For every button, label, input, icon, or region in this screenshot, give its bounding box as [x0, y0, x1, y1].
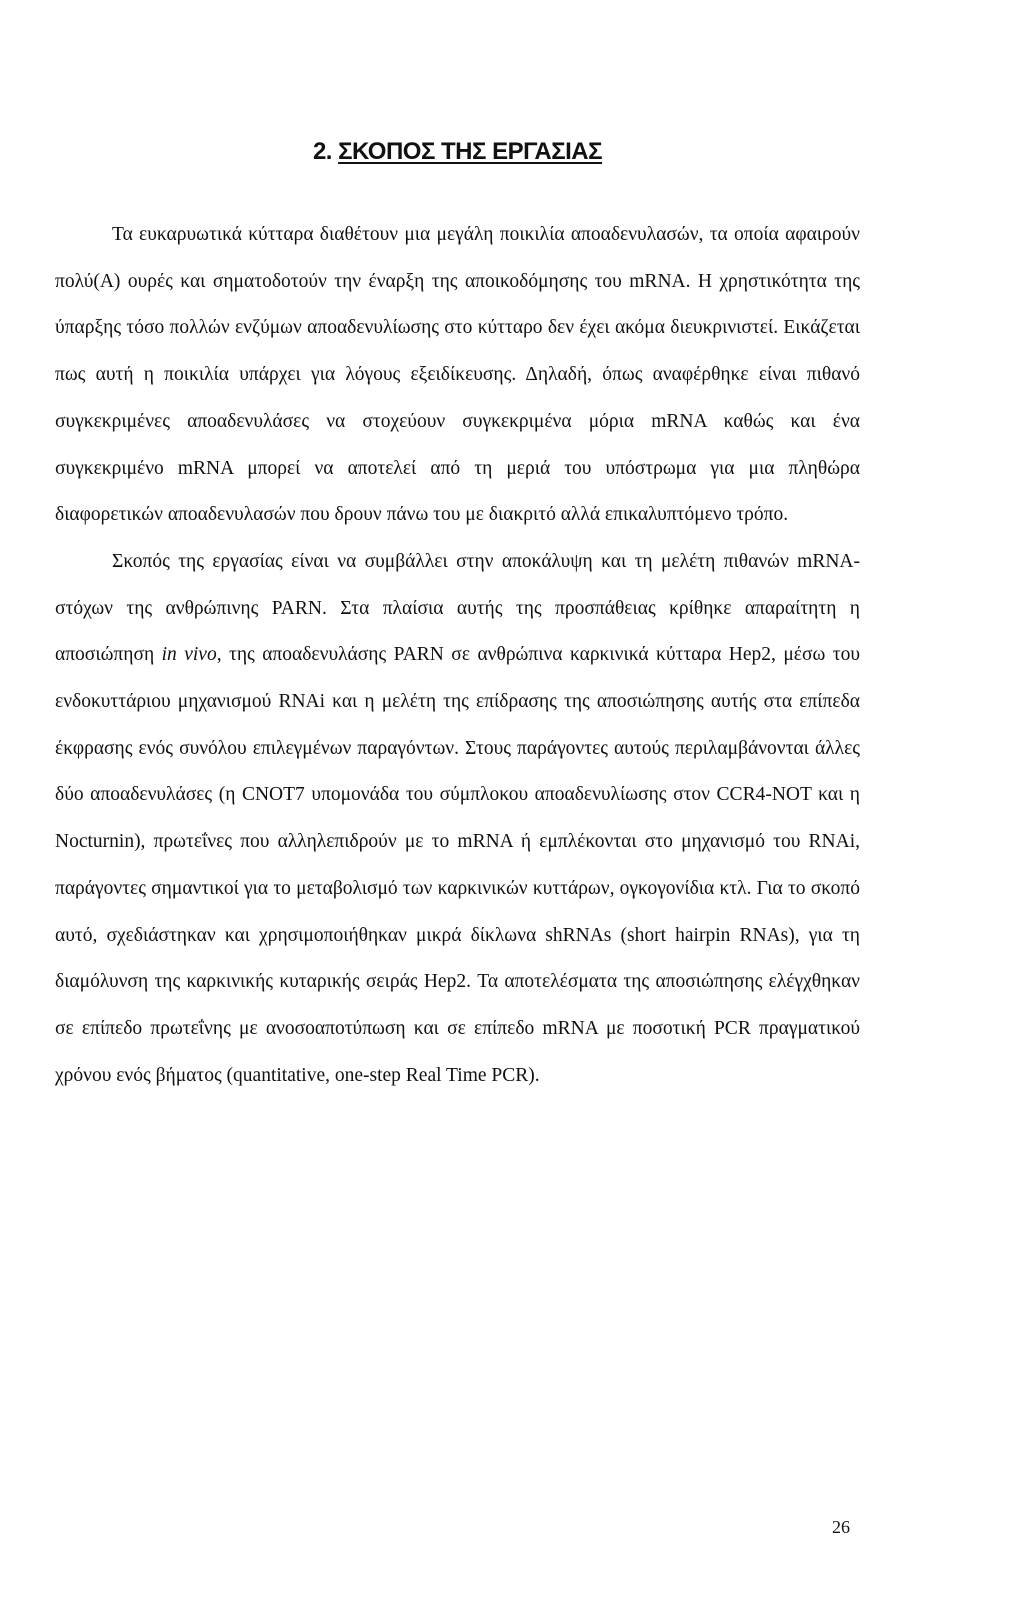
- paragraph-1-text: Τα ευκαρυωτικά κύτταρα διαθέτουν μια μεγάλη ποικιλία αποαδενυλασών, τα οποία αφαιρούν πολύ(Α) ουρές και σηματοδοτούν την έναρξη της αποικοδόμησης του mRNA. Η χρηστικότητα της ύπαρξης τόσο πολλών ενζύμων αποαδενυλίωσης στο κύτταρο δεν έχει ακόμα διευκρινιστεί. Εικάζεται πως αυτή η ποικιλία υπάρχει για λόγους εξειδίκευσης. Δηλαδή, όπως αναφέρθηκε είναι πιθανό συγκεκριμένες αποαδενυλάσες να στοχεύουν συγκεκριμένα μόρια mRNA καθώς και ένα συγκεκριμένο mRNA μπορεί να αποτελεί από τη μεριά του υπόστρωμα για μια πληθώρα διαφορετικών αποαδενυλασών που δρουν πάνω του με διακριτό αλλά επικαλυπτόμενο τρόπο.: [55, 224, 860, 526]
- section-heading: [55, 138, 860, 166]
- paragraph-1: [55, 212, 860, 539]
- paragraph-2-text-b: , της αποαδενυλάσης PARN σε ανθρώπινα καρκινικά κύτταρα Hep2, μέσω του ενδοκυττάριου μηχανισμού RNAi και η μελέτη της επίδρασης της αποσιώπησης αυτής στα επίπεδα έκφρασης ενός συνόλου επιλεγμένων παραγόντων. Στους παράγοντες αυτούς περιλαμβάνονται άλλες δύο αποαδενυλάσες (η CNOT7 υπομονάδα του σύμπλοκου αποαδενυλίωσης στον CCR4-NOT και η Nocturnin), πρωτεΐνες που αλληλεπιδρούν με το mRNA ή εμπλέκονται στο μηχανισμό του RNAi, παράγοντες σημαντικοί για το μεταβολισμό των καρκινικών κυττάρων, ογκογονίδια κτλ. Για το σκοπό αυτό, σχεδιάστηκαν και χρησιμοποιήθηκαν μικρά δίκλωνα shRNAs (short hairpin RNAs), για τη διαμόλυνση της καρκινικής κυταρικής σειράς Hep2. Τα αποτελέσματα της αποσιώπησης ελέγχθηκαν σε επίπεδο πρωτεΐνης με ανοσοαποτύπωση και σε επίπεδο mRNA με ποσοτική PCR πραγματικού χρόνου ενός βήματος (quantitative, one-step Real Time PCR).: [55, 644, 860, 1086]
- body-text: [55, 212, 860, 1099]
- paragraph-2: [55, 539, 860, 1099]
- paragraph-2-text-a: Σκοπός της εργασίας είναι να συμβάλλει στην αποκάλυψη και τη μελέτη πιθανών mRNA-στόχων της ανθρώπινης PARN. Στα πλαίσια αυτής της προσπάθειας κρίθηκε απαραίτητη η αποσιώπηση: [55, 550, 860, 666]
- in-vivo-italic: in vivo: [161, 644, 217, 666]
- page-number: 26: [832, 1517, 850, 1537]
- section-title: ΣΚΟΠΟΣ ΤΗΣ ΕΡΓΑΣΙΑΣ: [338, 138, 603, 165]
- section-number: 2.: [312, 138, 332, 165]
